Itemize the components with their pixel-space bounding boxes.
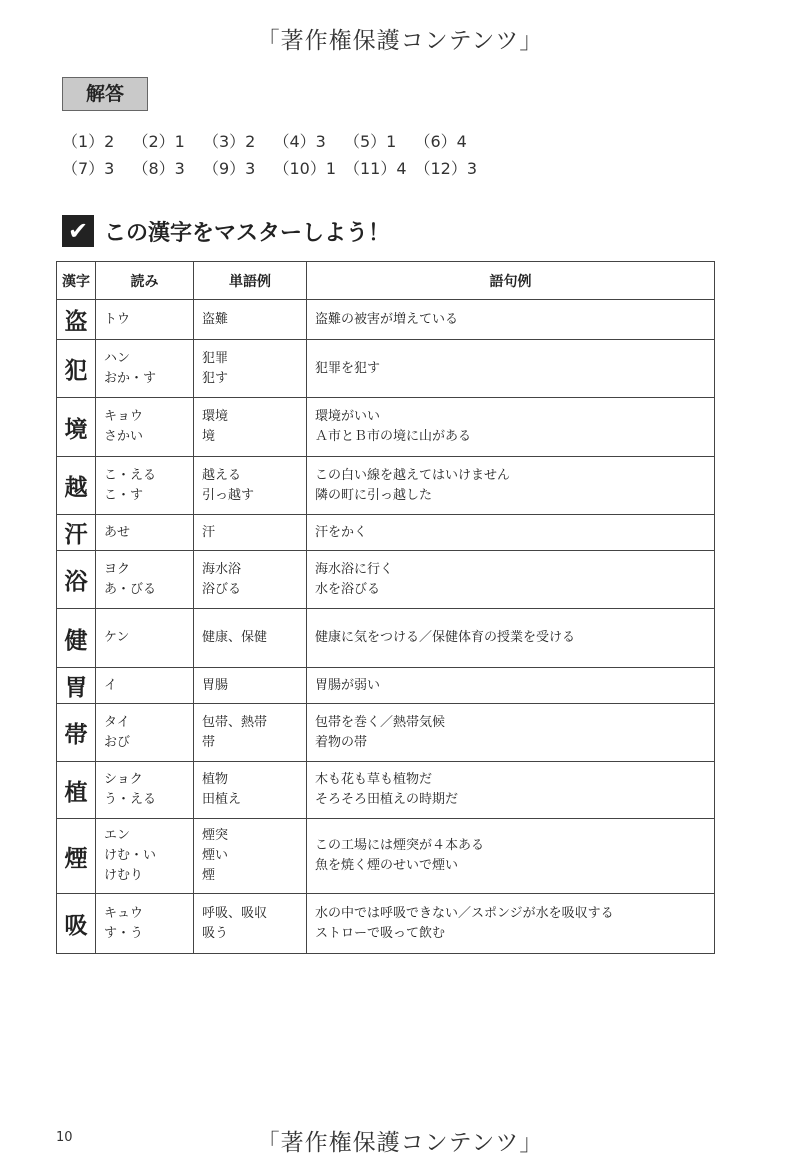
table-row: [57, 398, 715, 457]
reading-line: キュウ: [104, 905, 144, 921]
table-row: [57, 819, 715, 894]
reading-line: けむ・い: [104, 848, 157, 863]
answer-item: （10）1: [273, 159, 337, 178]
kanji-cell: 健: [57, 609, 96, 668]
reading-cell: [96, 762, 194, 819]
reading-cell: [96, 457, 194, 515]
phrase-example-cell: [307, 300, 715, 340]
reading-line: おか・す: [104, 370, 157, 386]
reading-line: ショク: [104, 772, 143, 787]
word-example-line: 盗難: [202, 311, 229, 327]
phrase-example-line: 海水浴に行く: [315, 561, 394, 577]
watermark-top: 「著作権保護コンテンツ」: [256, 28, 544, 54]
phrase-example-line: そろそろ田植えの時期だ: [315, 792, 459, 807]
phrase-example-line: この白い線を越えてはいけません: [315, 467, 511, 483]
answer-item: （2）1: [132, 132, 185, 151]
word-example-line: 呼吸、吸収: [202, 905, 268, 921]
word-example-line: 煙い: [202, 848, 229, 863]
word-example-line: 環境: [202, 409, 229, 424]
word-example-cell: [194, 515, 307, 551]
word-example-cell: [194, 668, 307, 704]
header-reading: 読み: [96, 262, 194, 300]
phrase-example-line: 汗をかく: [315, 524, 368, 540]
phrase-example-line: ストローで吸って飲む: [315, 925, 446, 941]
reading-line: キョウ: [104, 409, 144, 424]
phrase-example-cell: [307, 515, 715, 551]
kanji-cell: 犯: [57, 340, 96, 398]
word-example-cell: [194, 762, 307, 819]
answer-item: （8）3: [132, 159, 185, 178]
table-row: [57, 457, 715, 515]
reading-line: けむり: [104, 868, 144, 883]
word-example-line: 吸う: [202, 925, 229, 941]
word-example-line: 煙突: [202, 828, 229, 843]
phrase-example-cell: [307, 609, 715, 668]
word-example-line: 植物: [202, 772, 229, 787]
phrase-example-line: 犯罪を犯す: [315, 360, 381, 376]
answer-item: （1）2: [62, 132, 115, 151]
answer-item: （6）4: [414, 132, 467, 151]
phrase-example-cell: [307, 340, 715, 398]
reading-cell: [96, 300, 194, 340]
phrase-example-line: 水を浴びる: [315, 581, 381, 597]
phrase-example-cell: [307, 819, 715, 894]
kanji-cell: 汗: [57, 515, 96, 551]
word-example-cell: [194, 894, 307, 954]
reading-cell: [96, 704, 194, 762]
reading-line: トウ: [104, 311, 131, 327]
reading-line: こ・える: [104, 467, 157, 483]
reading-cell: [96, 819, 194, 894]
word-example-line: 胃腸: [202, 677, 229, 693]
checkmark-icon: ✔: [62, 215, 94, 247]
phrase-example-line: 健康に気をつける／保健体育の授業を受ける: [315, 630, 576, 645]
reading-line: ヨク: [104, 561, 131, 577]
phrase-example-line: この工場には煙突が４本ある: [315, 838, 485, 853]
table-row: [57, 894, 715, 954]
table-row: [57, 668, 715, 704]
reading-cell: [96, 894, 194, 954]
word-example-line: 帯: [202, 734, 216, 750]
reading-line: こ・す: [104, 487, 144, 503]
answer-item: （5）1: [344, 132, 397, 151]
answer-row-1: [62, 129, 485, 152]
word-example-line: 引っ越す: [202, 487, 255, 503]
answer-row-2: [62, 156, 485, 179]
kanji-cell: 煙: [57, 819, 96, 894]
answer-item: （3）2: [203, 132, 256, 151]
table-header-row: [57, 262, 715, 300]
reading-line: タイ: [104, 714, 130, 730]
reading-line: あ・びる: [104, 581, 157, 597]
answer-item: （9）3: [203, 159, 256, 178]
word-example-line: 浴びる: [202, 581, 242, 597]
kanji-cell: 帯: [57, 704, 96, 762]
table-row: [57, 609, 715, 668]
phrase-example-line: 水の中では呼吸できない／スポンジが水を吸収する: [315, 905, 614, 921]
kanji-cell: 胃: [57, 668, 96, 704]
answer-item: （11）4: [344, 159, 407, 178]
reading-line: エン: [104, 828, 131, 843]
reading-line: ハン: [104, 350, 131, 366]
word-example-line: 煙: [202, 868, 216, 883]
reading-line: ケン: [104, 630, 130, 645]
word-example-cell: [194, 609, 307, 668]
header-kanji: 漢字: [57, 262, 96, 300]
phrase-example-cell: [307, 894, 715, 954]
kanji-cell: 越: [57, 457, 96, 515]
phrase-example-line: 隣の町に引っ越した: [315, 487, 433, 503]
phrase-example-line: 盗難の被害が増えている: [315, 311, 459, 327]
reading-line: う・える: [104, 792, 157, 807]
watermark-bottom: 「著作権保護コンテンツ」: [256, 1130, 544, 1156]
word-example-cell: [194, 704, 307, 762]
reading-line: す・う: [104, 925, 144, 941]
phrase-example-cell: [307, 668, 715, 704]
page-number: 10: [56, 1130, 73, 1145]
phrase-example-line: 環境がいい: [315, 409, 381, 424]
reading-line: あせ: [104, 524, 131, 540]
word-example-line: 越える: [202, 467, 242, 483]
table-row: [57, 551, 715, 609]
word-example-cell: [194, 457, 307, 515]
word-example-line: 田植え: [202, 792, 242, 807]
kanji-cell: 浴: [57, 551, 96, 609]
kanji-cell: 植: [57, 762, 96, 819]
reading-cell: [96, 668, 194, 704]
phrase-example-cell: [307, 762, 715, 819]
kanji-cell: 吸: [57, 894, 96, 954]
word-example-line: 海水浴: [202, 561, 242, 577]
word-example-cell: [194, 819, 307, 894]
section-title: この漢字をマスターしよう！: [104, 220, 391, 246]
word-example-cell: [194, 300, 307, 340]
reading-line: おび: [104, 734, 131, 750]
word-example-line: 健康、保健: [202, 630, 268, 645]
word-example-cell: [194, 551, 307, 609]
reading-cell: [96, 398, 194, 457]
word-example-line: 汗: [202, 524, 216, 540]
phrase-example-cell: [307, 398, 715, 457]
phrase-example-cell: [307, 704, 715, 762]
kanji-table: [56, 261, 715, 954]
table-row: [57, 300, 715, 340]
table-row: [57, 515, 715, 551]
section-header: [62, 215, 390, 247]
word-example-line: 包帯、熱帯: [202, 714, 268, 730]
word-example-cell: [194, 398, 307, 457]
phrase-example-line: 魚を焼く煙のせいで煙い: [315, 858, 459, 873]
phrase-example-line: 着物の帯: [315, 734, 368, 750]
phrase-example-cell: [307, 457, 715, 515]
reading-cell: [96, 551, 194, 609]
reading-line: イ: [104, 677, 118, 693]
reading-cell: [96, 515, 194, 551]
table-row: [57, 762, 715, 819]
kanji-cell: 盗: [57, 300, 96, 340]
answer-item: （4）3: [273, 132, 326, 151]
header-phrase-example: 語句例: [307, 262, 715, 300]
kanji-cell: 境: [57, 398, 96, 457]
reading-cell: [96, 609, 194, 668]
phrase-example-line: 包帯を巻く／熱帯気候: [315, 714, 446, 730]
phrase-example-line: 木も花も草も植物だ: [315, 772, 433, 787]
answer-item: （7）3: [62, 159, 115, 178]
reading-line: さかい: [104, 429, 144, 444]
header-word-example: 単語例: [194, 262, 307, 300]
word-example-line: 犯罪: [202, 350, 229, 366]
answer-label: 解答: [62, 77, 148, 111]
word-example-line: 境: [202, 429, 216, 444]
table-row: [57, 340, 715, 398]
phrase-example-cell: [307, 551, 715, 609]
phrase-example-line: Ａ市とＢ市の境に山がある: [315, 429, 472, 444]
table-row: [57, 704, 715, 762]
reading-cell: [96, 340, 194, 398]
word-example-cell: [194, 340, 307, 398]
word-example-line: 犯す: [202, 370, 229, 386]
answer-item: （12）3: [414, 159, 478, 178]
phrase-example-line: 胃腸が弱い: [315, 677, 381, 693]
